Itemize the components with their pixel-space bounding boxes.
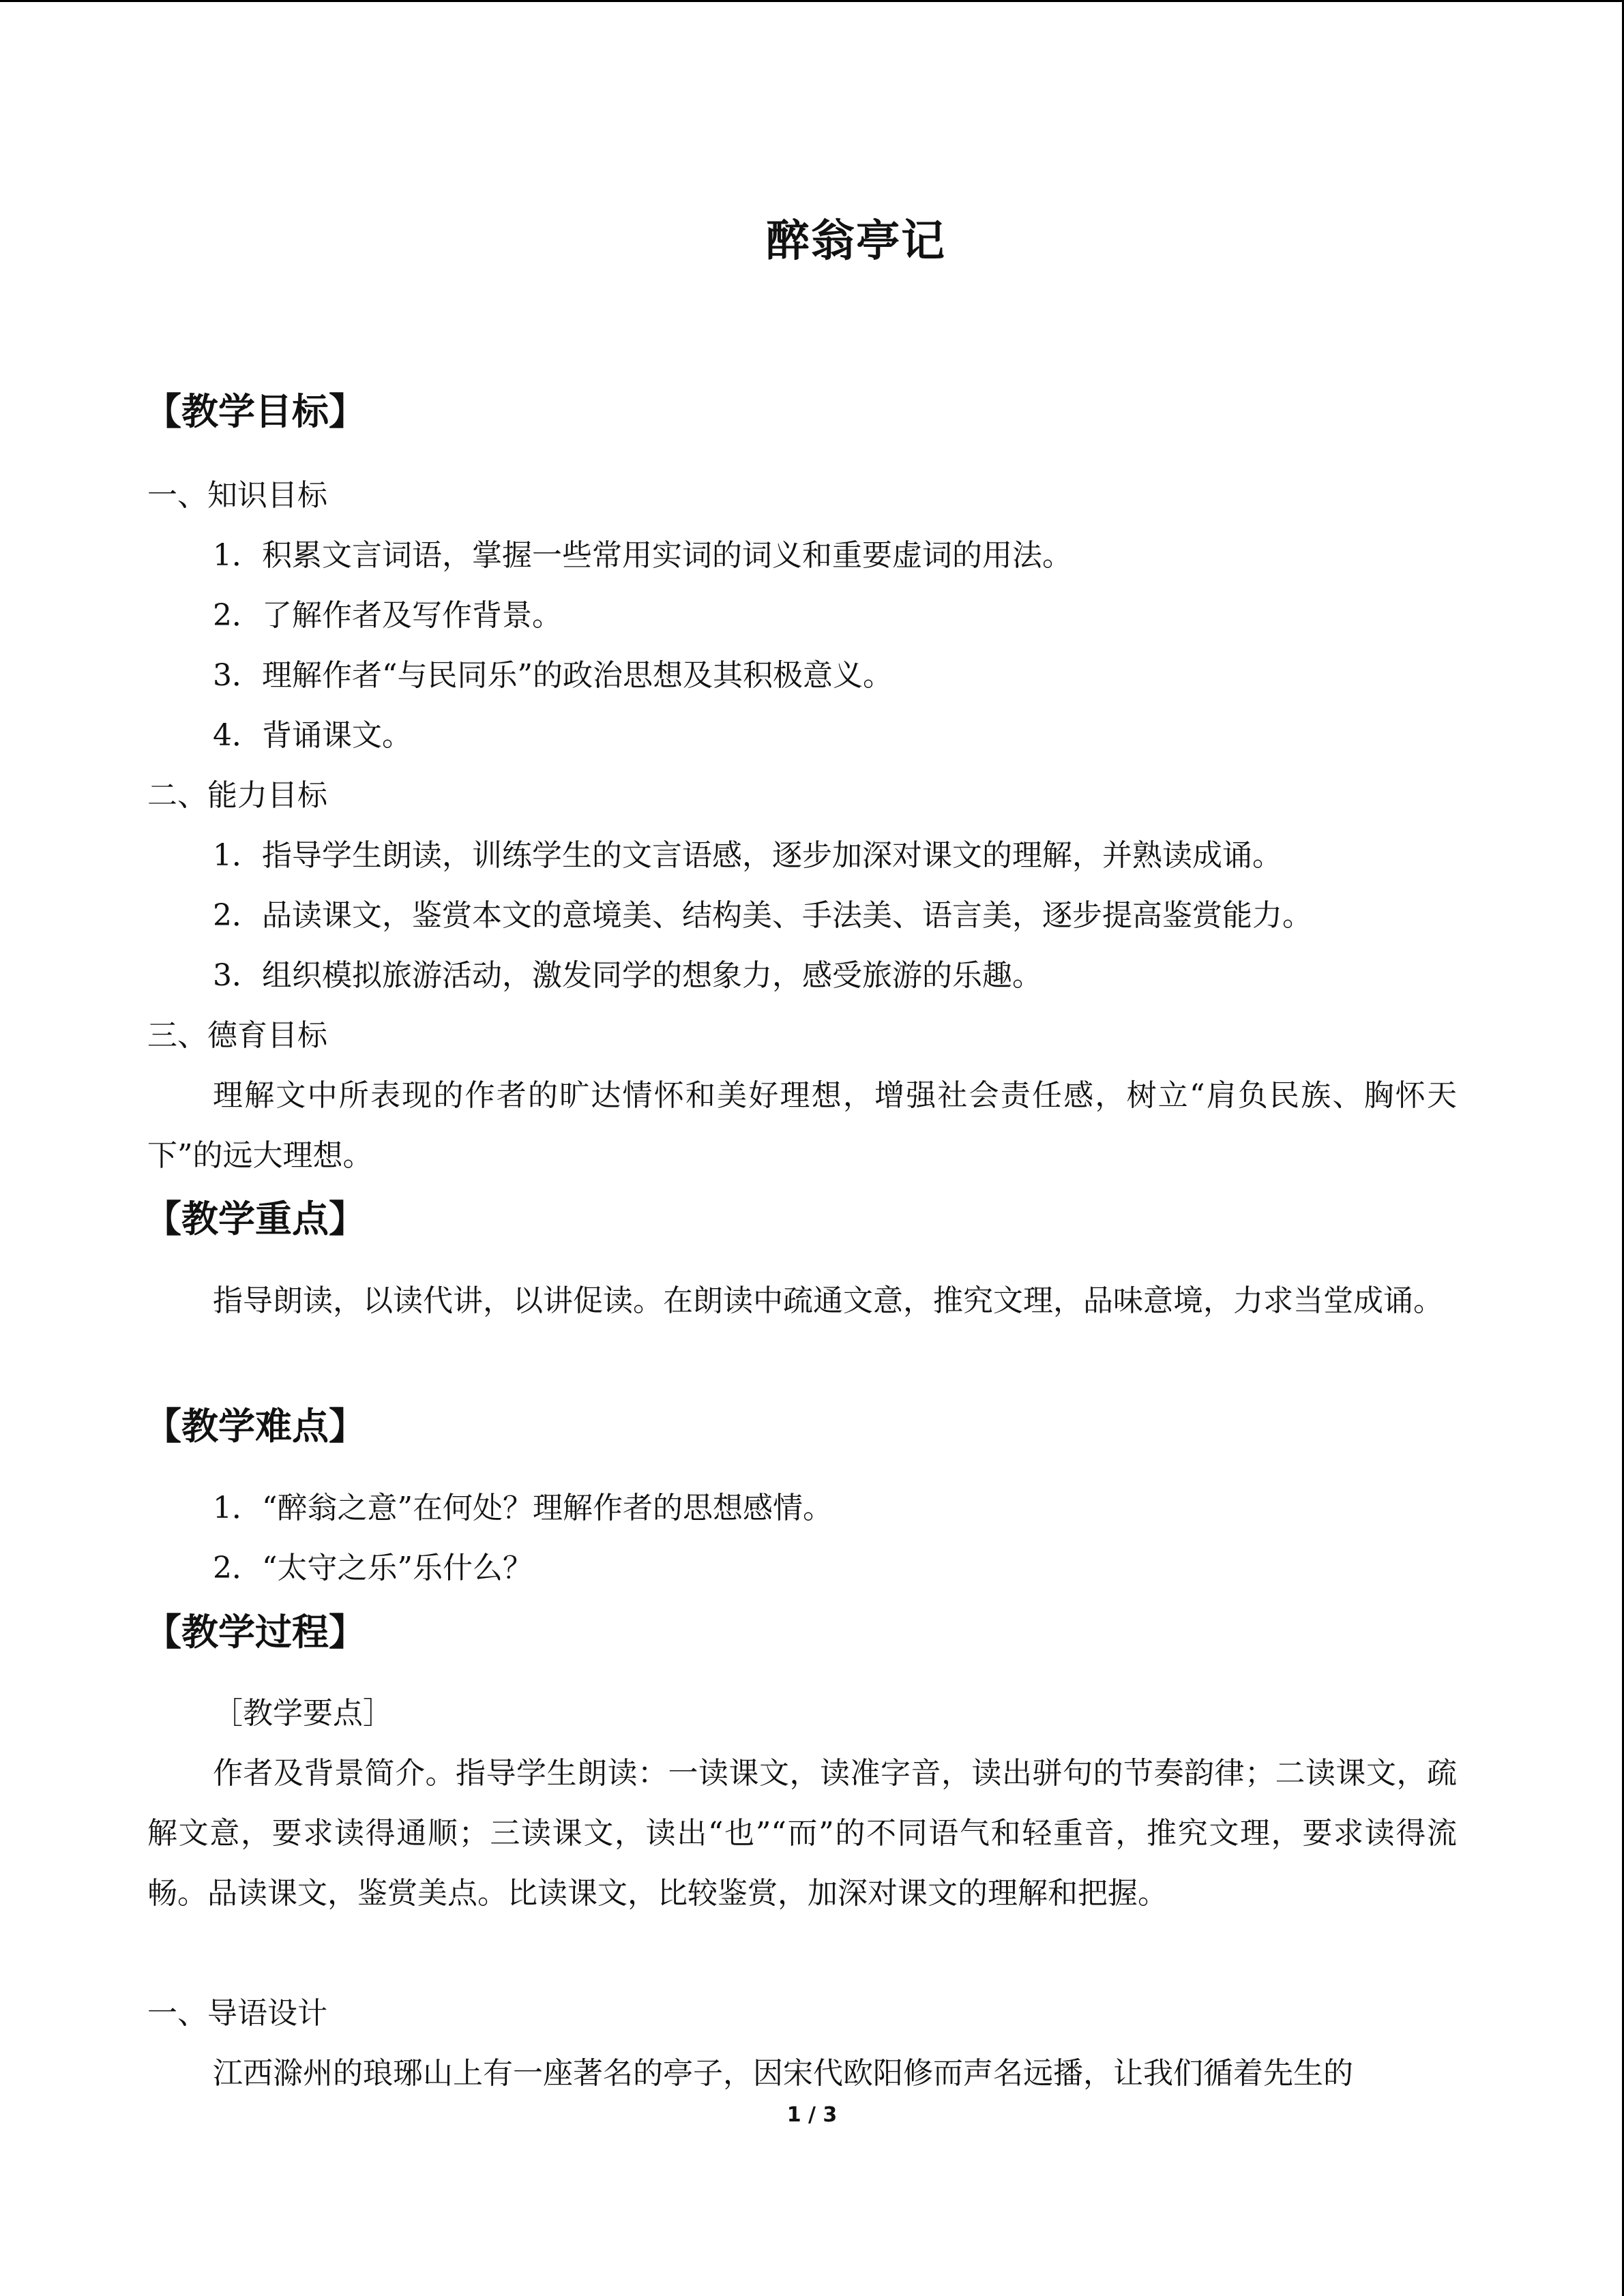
ability-item: 2．品读课文，鉴赏本文的意境美、结构美、手法美、语言美，逐步提高鉴赏能力。 [213,898,1312,933]
moral-objectives-paragraph: 理解文中所表现的作者的旷达情怀和美好理想，增强社会责任感，树立“肩负民族、胸怀天下”的远大理想。 [147,1078,1457,1173]
teaching-key-label: ［教学要点］ [213,1696,393,1731]
heading-teaching-objectives: 【教学目标】 [145,390,366,433]
intro-design-paragraph: 江西滁州的琅琊山上有一座著名的亭子，因宋代欧阳修而声名远播，让我们循着先生的 [213,2056,1353,2091]
ability-item: 1．指导学生朗读，训练学生的文言语感，逐步加深对课文的理解，并熟读成诵。 [213,838,1282,873]
knowledge-item: 2．了解作者及写作背景。 [213,598,562,633]
heading-key-points: 【教学重点】 [145,1197,366,1240]
knowledge-item: 1．积累文言词语，掌握一些常用实词的词义和重要虚词的用法。 [213,538,1072,573]
teaching-key-paragraph: 作者及背景简介。指导学生朗读：一读课文，读准字音，读出骈句的节奏韵律；二读课文，疏解文意，要求读得通顺；三读课文，读出“也”“而”的不同语气和轻重音，推究文理，要求读得流畅。品读课文，鉴赏美点。比读课文，比较鉴赏，加深对课文的理解和把握。 [147,1756,1457,1911]
knowledge-objectives-heading: 一、知识目标 [147,478,327,513]
moral-objectives-heading: 三、德育目标 [147,1018,327,1053]
ability-item: 3．组织模拟旅游活动，激发同学的想象力，感受旅游的乐趣。 [213,958,1042,993]
knowledge-item: 3．理解作者“与民同乐”的政治思想及其积极意义。 [213,658,893,693]
knowledge-item: 4．背诵课文。 [213,718,412,753]
heading-difficulties: 【教学难点】 [145,1405,366,1448]
page-top-border [0,0,1624,2]
difficulty-item: 1．“醉翁之意”在何处？理解作者的思想感情。 [213,1491,833,1525]
intro-design-heading: 一、导语设计 [147,1996,327,2031]
ability-objectives-heading: 二、能力目标 [147,778,327,813]
heading-teaching-process: 【教学过程】 [145,1611,366,1654]
page-number: 1 / 3 [786,2103,838,2127]
key-points-paragraph: 指导朗读，以读代讲，以讲促读。在朗读中疏通文意，推究文理，品味意境，力求当堂成诵。 [213,1283,1443,1318]
document-title: 醉翁亭记 [766,216,946,267]
difficulty-item: 2．“太守之乐”乐什么？ [213,1551,533,1585]
